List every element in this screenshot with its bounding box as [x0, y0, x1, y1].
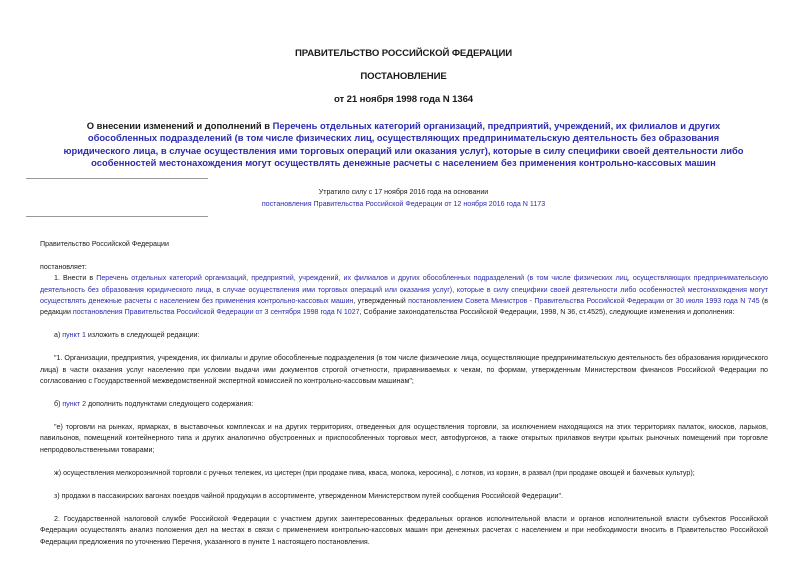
subitem-z: з) продажи в пассажирских вагонах поездов чайной продукции в ассортименте, утвержденном Министерством путей сообщения Российской Федерации".: [54, 492, 563, 501]
document-title: [60, 120, 747, 169]
status-note-link[interactable]: постановления Правительства Российской Федерации от 12 ноября 2016 года N 1173: [261, 200, 546, 208]
date-number-heading: от 21 ноября 1998 года N 1364: [333, 94, 474, 105]
item-2: 2. Государственной налоговой службе Российской Федерации с участием других заинтересованных федеральных органов исполнительной власти и органов исполнительной власти субъектов Российской Федерации осуществлять анализ положения дел на местах в связи с применением контрольно-кассовых машин при денежных расчетах с населением и при необходимости вносить в Правительство Российской Федерации предложения по уточнению Перечня, указанного в пункте 1 настоящего постановления.: [40, 515, 768, 546]
divider-top: [26, 178, 208, 179]
document-type-heading: ПОСТАНОВЛЕНИЕ: [360, 71, 447, 82]
subitem-b: [40, 399, 768, 410]
document-body: [40, 239, 768, 548]
resolves-line: постановляет:: [40, 263, 87, 272]
issuer-line: Правительство Российской Федерации: [40, 240, 169, 248]
subitem-zh: ж) осуществления мелкорозничной торговли с ручных тележек, из цистерн (при продаже пива, кваса, молока, керосина), с лотков, из корзин, в развал (при продаже овощей и бахчевых культур);: [54, 468, 695, 477]
item-1-lead: 1. Внести в: [54, 274, 97, 283]
title-list-link[interactable]: Перечень отдельных категорий организаций, предприятий, учреждений, их филиалов и других обособленных подразделений (в том числе физических лиц, осуществляющих предпринимательскую деятельность без образования юридического лица, в случае осуществления ими торговых операций или оказания услуг), которые в силу специфики своей деятельности либо особенностей местонахождения могут осуществлять денежные расчеты с населением без применения контрольно-кассовых машин: [63, 120, 744, 168]
quote-item-1: "1. Организации, предприятия, учреждения, их филиалы и другие обособленные подразделения (в том числе физические лица, осуществляющие предпринимательскую деятельность без образования юридического лица) в части оказания услуг населению при условии выдачи ими документов строгой отчетности, приравниваемых к чекам, по формам, утвержденным Министерством финансов Российской Федерации по согласованию с Государственной межведомственной экспертной комиссией по контрольно-кассовым машинам";: [40, 354, 768, 385]
subitem-a: [40, 330, 768, 341]
item-1-list-link[interactable]: Перечень отдельных категорий организаций, предприятий, учреждений, их филиалов и других обособленных подразделений (в том числе физических лиц, осуществляющих предпринимательскую деятельность без образования юридического лица, в случае осуществления ими торговых операций или оказания услуг), которые в силу специфики своей деятельности либо особенностей местонахождения могут осуществлять денежные расчеты с населением без применения контрольно-кассовых машин: [40, 274, 768, 305]
subitem-a-lead: а): [54, 331, 63, 340]
divider-bottom: [26, 216, 208, 217]
item-1-mid2: (в редакции: [40, 296, 769, 317]
subitem-e: "е) торговли на рынках, ярмарках, в выставочных комплексах и на других территориях, отведенных для осуществления торговли, за исключением находящихся на этих территориях палаток, киосков, ларьков, павильонов, помещений контейнерного типа и других аналогично обустроенных и приспособленных торговых мест, автофургонов, а также открытых прилавков внутри крытых рыночных помещений при торговле непродовольственными товарами;: [40, 423, 768, 454]
item-1-decree-1027-link[interactable]: постановления Правительства Российской Федерации от 3 сентября 1998 года N 1027: [72, 308, 360, 317]
item-1-mid: , утвержденный: [353, 296, 409, 305]
subitem-b-link[interactable]: пункт 2: [62, 400, 87, 409]
authority-heading: ПРАВИТЕЛЬСТВО РОССИЙСКОЙ ФЕДЕРАЦИИ: [294, 48, 513, 59]
item-1-decree-745-link[interactable]: постановлением Совета Министров - Правительства Российской Федерации от 30 июля 1993 года N 745: [408, 296, 760, 305]
item-1: [40, 273, 768, 318]
subitem-a-link[interactable]: пункт 1: [62, 331, 86, 340]
subitem-a-tail: изложить в следующей редакции:: [85, 331, 200, 340]
title-prefix: О внесении изменений и дополнений в: [86, 120, 273, 131]
subitem-b-lead: б): [54, 400, 63, 409]
item-1-tail: , Собрание законодательства Российской Федерации, 1998, N 36, ст.4525), следующие изменения и дополнения:: [359, 308, 735, 317]
subitem-b-tail: дополнить подпунктами следующего содержания:: [86, 400, 254, 409]
status-note: [0, 186, 807, 210]
status-note-text: Утратило силу с 17 ноября 2016 года на основании: [318, 188, 489, 196]
